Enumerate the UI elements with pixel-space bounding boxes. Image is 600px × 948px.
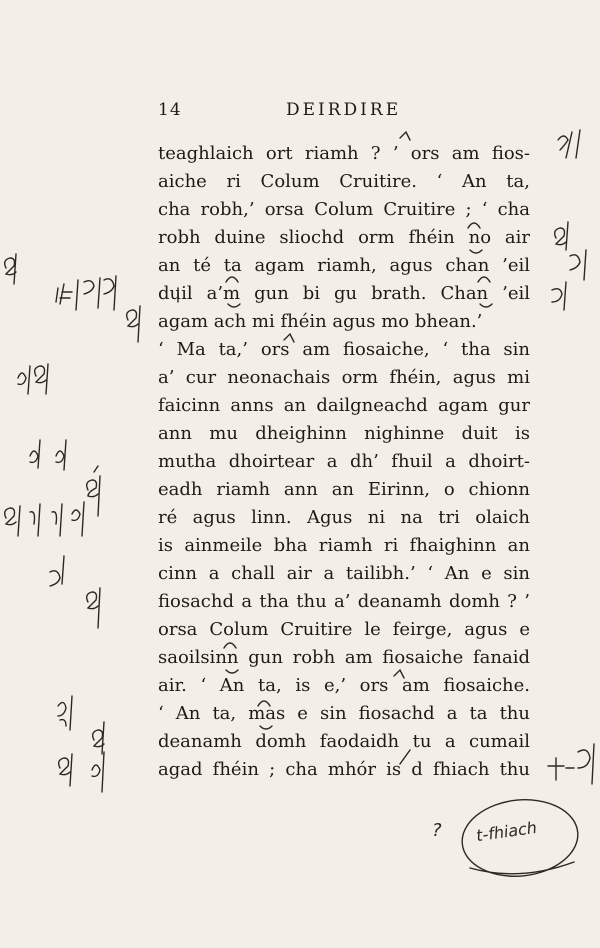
text-line: eadh riamh ann an Eirinn, o chionn [158,479,530,500]
running-title: DEIRDIRE [286,100,402,120]
body-text [158,140,530,784]
text-line: air. ‘ An ta, is e,’ ors am fiosaiche. [158,675,530,696]
text-line: duil a’m gun bi gu brath. Chan ’eil [158,283,530,304]
marginal-note: t-fhiach [474,817,539,846]
text-line: ré agus linn. Agus ni na tri olaich [158,507,530,528]
text-line: an té ta agam riamh, agus chan ’eil [158,255,530,276]
text-line: a’ cur neonachais orm fhéin, agus mi [158,367,530,388]
text-line: ann mu dheighinn nighinne duit is [158,423,530,444]
text-line: is ainmeile bha riamh ri fhaighinn an [158,535,530,556]
text-line: agad fhéin ; cha mhór is d fhiach thu [158,759,530,780]
text-line: teaghlaich ort riamh ? ’ ors am fios- [158,143,530,164]
page-number: 14 [158,100,182,120]
text-line: mutha dhoirtear a dh’ fhuil a dhoirt- [158,451,530,472]
text-line: cha robh,’ orsa Colum Cruitire ; ‘ cha [158,199,530,220]
text-line: robh duine sliochd orm fhéin no air [158,227,530,248]
text-line: faicinn anns an dailgneachd agam gur [158,395,530,416]
text-line: orsa Colum Cruitire le feirge, agus e [158,619,530,640]
text-line: fiosachd a tha thu a’ deanamh domh ? ’ [158,591,530,612]
text-line: cinn a chall air a tailibh.’ ‘ An e sin [158,563,530,584]
text-line: ‘ Ma ta,’ ors am fiosaiche, ‘ tha sin [158,339,530,360]
text-line: agam ach mi fhéin agus mo bhean.’ [158,311,483,332]
text-line: aiche ri Colum Cruitire. ‘ An ta, [158,171,530,192]
text-line: saoilsinn gun robh am fiosaiche fanaid [158,647,530,668]
text-line: ‘ An ta, mas e sin fiosachd a ta thu [158,703,530,724]
running-header [158,100,530,126]
question-mark: ? [432,820,442,841]
text-line: deanamh domh faodaidh tu a cumail [158,731,530,752]
